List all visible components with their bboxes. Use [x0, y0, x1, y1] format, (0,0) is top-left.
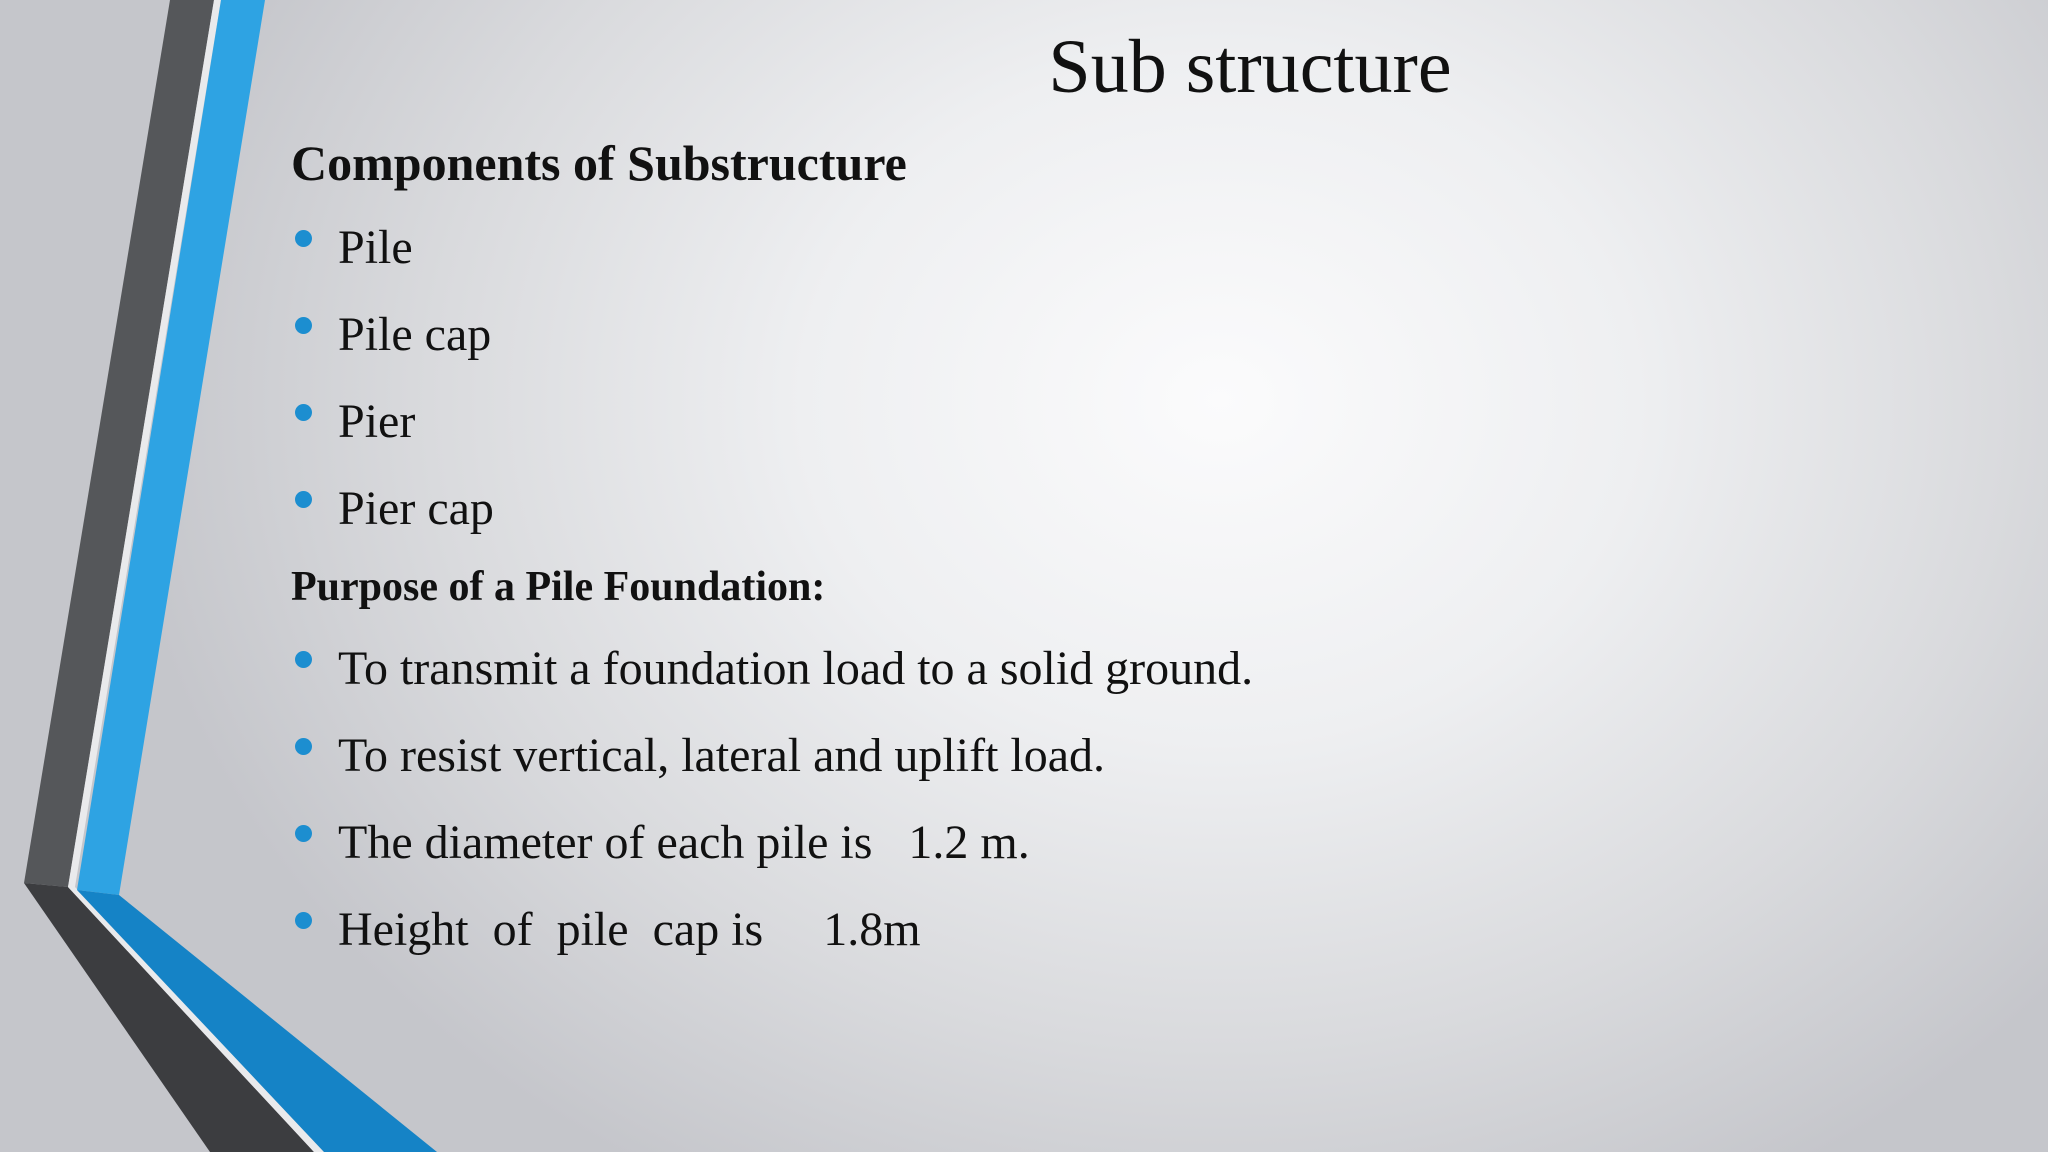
components-heading: Components of Substructure [291, 135, 907, 191]
list-item-text: Height of pile cap is 1.8m [338, 903, 921, 956]
bullet-dot-icon [295, 317, 312, 334]
list-item [291, 636, 1253, 723]
bullet-dot-icon [295, 404, 312, 421]
bullet-dot-icon [295, 491, 312, 508]
components-list [291, 215, 494, 563]
list-item [291, 476, 494, 563]
list-item [291, 302, 494, 389]
white-separator [68, 0, 221, 887]
bullet-dot-icon [295, 825, 312, 842]
bullet-dot-icon [295, 912, 312, 929]
list-item-text: Pile [338, 221, 413, 274]
bullet-dot-icon [295, 651, 312, 668]
list-item-text: The diameter of each pile is 1.2 m. [338, 816, 1030, 869]
list-item-text: Pier cap [338, 482, 494, 535]
purpose-list [291, 636, 1253, 984]
list-item-text: Pier [338, 395, 416, 448]
list-item-text: Pile cap [338, 308, 492, 361]
list-item [291, 810, 1253, 897]
list-item-text: To resist vertical, lateral and uplift load. [338, 729, 1106, 782]
bullet-dot-icon [295, 738, 312, 755]
bullet-dot-icon [295, 230, 312, 247]
purpose-heading: Purpose of a Pile Foundation: [291, 564, 826, 610]
list-item [291, 723, 1253, 810]
list-item-text: To transmit a foundation load to a solid ground. [338, 642, 1254, 695]
list-item [291, 389, 494, 476]
list-item [291, 897, 1253, 984]
slide-title: Sub structure [1048, 25, 1452, 109]
list-item [291, 215, 494, 302]
